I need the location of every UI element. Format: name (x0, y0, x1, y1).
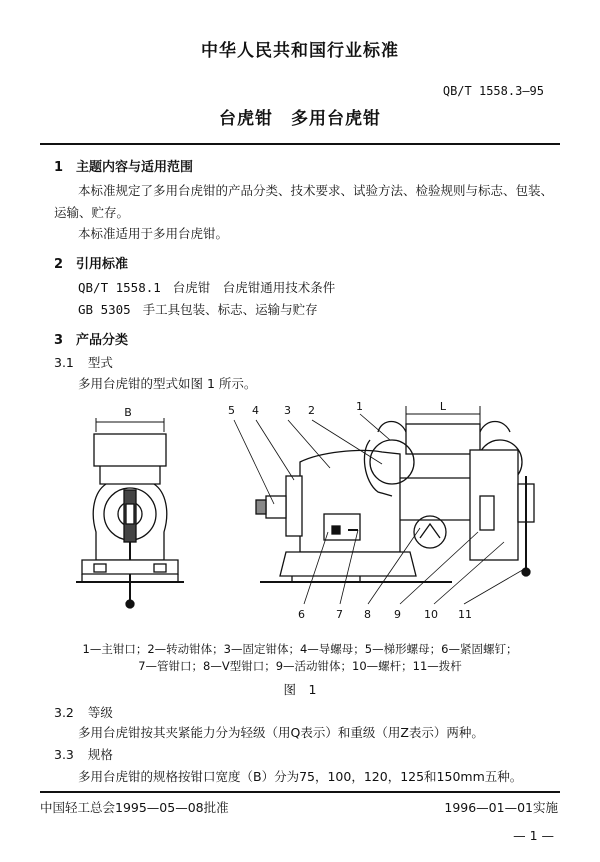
figure-title: 图 1 (283, 682, 317, 697)
approval-note: 中国轻工总会1995—05—08批准 (40, 800, 229, 815)
section-1-para1-line1: 本标准规定了多用台虎钳的产品分类、技术要求、试验方法、检验规则与标志、包装、 (78, 183, 554, 198)
section-1-number: 1 (54, 160, 64, 175)
reference-2-title: 手工具包装、标志、运输与贮存 (142, 302, 318, 317)
callout-11: 11 (458, 608, 472, 621)
subsection-3-1-heading (54, 353, 113, 371)
callout-1: 1 (356, 400, 363, 413)
callout-6: 6 (298, 608, 305, 621)
reference-1 (78, 278, 335, 296)
dimension-L-label: L (439, 400, 447, 413)
subsection-3-2-number: 3.2 (54, 705, 74, 720)
reference-2 (78, 300, 318, 318)
subsection-3-1-number: 3.1 (54, 355, 74, 370)
section-2-number: 2 (54, 257, 64, 272)
section-3-heading (54, 329, 128, 348)
front-view (76, 418, 184, 608)
section-1-para2: 本标准适用于多用台虎钳。 (78, 226, 229, 241)
footer-rule (40, 791, 560, 793)
callout-9: 9 (394, 608, 401, 621)
document-title: 台虎钳 多用台虎钳 (219, 109, 381, 129)
figure-caption-line1: 1—主钳口；2—转动钳体；3—固定钳体；4—导螺母；5—梯形螺母；6—紧固螺钉； (82, 642, 518, 656)
side-view (234, 406, 534, 604)
subsection-3-3-number: 3.3 (54, 747, 74, 762)
reference-1-title: 台虎钳 台虎钳通用技术条件 (172, 280, 336, 295)
subsection-3-1-text: 多用台虎钳的型式如图 1 所示。 (78, 376, 257, 391)
callout-5: 5 (228, 404, 235, 417)
figure-1-drawing (60, 392, 560, 630)
callout-8: 8 (364, 608, 371, 621)
standard-org-title: 中华人民共和国行业标准 (201, 41, 399, 61)
reference-1-code: QB/T 1558.1 (78, 280, 161, 295)
subsection-3-1-title: 型式 (87, 355, 113, 370)
section-3-number: 3 (54, 333, 64, 348)
section-2-heading (54, 253, 128, 272)
callout-4: 4 (252, 404, 259, 417)
callout-7: 7 (336, 608, 343, 621)
effective-date: 1996—01—01实施 (444, 800, 558, 815)
section-1-para1-line2: 运输、贮存。 (54, 205, 130, 220)
callout-10: 10 (424, 608, 438, 621)
section-1-title: 主题内容与适用范围 (76, 160, 194, 175)
callout-2: 2 (308, 404, 315, 417)
header-rule (40, 143, 560, 145)
subsection-3-3-heading (54, 745, 113, 763)
section-3-title: 产品分类 (76, 333, 129, 348)
standard-code: QB/T 1558.3—95 (442, 84, 544, 98)
subsection-3-2-heading (54, 703, 113, 721)
section-1-heading (54, 156, 193, 175)
reference-2-code: GB 5305 (78, 302, 131, 317)
dimension-B-label: B (124, 406, 132, 419)
section-2-title: 引用标准 (76, 257, 129, 272)
page-number: — 1 — (513, 828, 554, 843)
subsection-3-3-title: 规格 (87, 747, 113, 762)
figure-caption-line2: 7—管钳口；8—V型钳口；9—活动钳体；10—螺杆；11—拨杆 (138, 659, 462, 673)
subsection-3-3-text: 多用台虎钳的规格按钳口宽度（B）分为75，100，120，125和150mm五种。 (78, 769, 523, 784)
subsection-3-2-text: 多用台虎钳按其夹紧能力分为轻级（用Q表示）和重级（用Z表示）两种。 (78, 725, 484, 740)
subsection-3-2-title: 等级 (87, 705, 113, 720)
callout-3: 3 (284, 404, 291, 417)
